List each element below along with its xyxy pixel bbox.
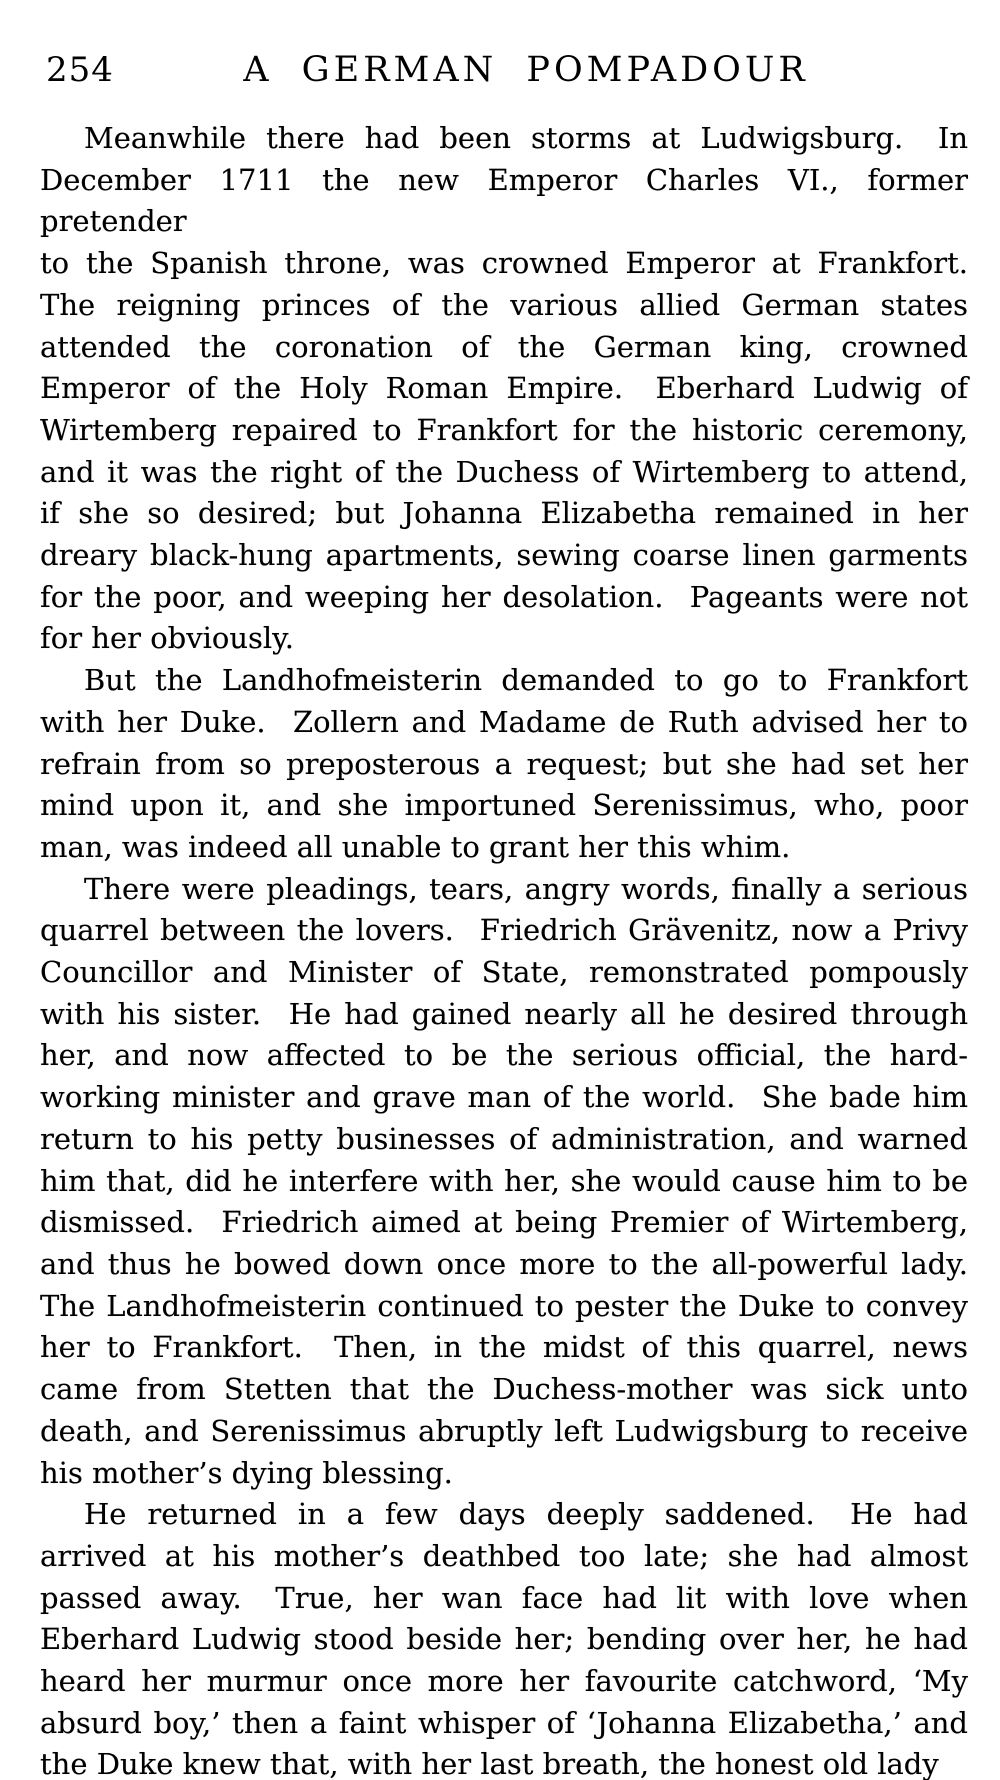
text-line: death, and Serenissimus abruptly left Ludwigsburg to receive <box>40 1413 968 1448</box>
page-header <box>40 50 968 98</box>
text-line: the Duke knew that, with her last breath, the honest old lady <box>40 1747 939 1780</box>
text-line: return to his petty businesses of administration, and warned <box>40 1121 968 1156</box>
text-line: arrived at his mother’s deathbed too late; she had almost <box>40 1538 968 1573</box>
text-line: heard her murmur once more her favourite catchword, ‘My <box>40 1664 968 1699</box>
text-line: dismissed. Friedrich aimed at being Premier of Wirtemberg, <box>40 1205 968 1240</box>
text-line: with her Duke. Zollern and Madame de Ruth advised her to <box>40 704 968 739</box>
text-line: her to Frankfort. Then, in the midst of this quarrel, news <box>40 1330 968 1365</box>
page-number: 254 <box>46 50 114 90</box>
text-line: came from Stetten that the Duchess-mother was sick unto <box>40 1372 968 1407</box>
text-line: him that, did he interfere with her, she would cause him to be <box>40 1163 968 1198</box>
text-line: for the poor, and weeping her desolation. Pageants were not <box>40 579 968 614</box>
text-line: The Landhofmeisterin continued to pester the Duke to convey <box>40 1288 968 1323</box>
text-line: absurd boy,’ then a faint whisper of ‘Johanna Elizabetha,’ and <box>40 1705 968 1740</box>
text-line: if she so desired; but Johanna Elizabetha remained in her <box>40 496 968 531</box>
text-line: man, was indeed all unable to grant her this whim. <box>40 829 791 864</box>
text-line: her, and now affected to be the serious official, the hard- <box>40 1038 968 1073</box>
text-line: dreary black-hung apartments, sewing coarse linen garments <box>40 538 968 573</box>
text-line: quarrel between the lovers. Friedrich Grävenitz, now a Privy <box>40 913 968 948</box>
text-line: refrain from so preposterous a request; but she had set her <box>40 746 968 781</box>
paragraph <box>40 1494 968 1780</box>
paragraph <box>40 869 968 1495</box>
text-line: December 1711 the new Emperor Charles VI., former pretender <box>40 162 968 239</box>
text-line: Emperor of the Holy Roman Empire. Eberhard Ludwig of <box>40 371 968 406</box>
text-line: mind upon it, and she importuned Serenissimus, who, poor <box>40 788 968 823</box>
text-line: and thus he bowed down once more to the all-powerful lady. <box>40 1246 968 1281</box>
text-line: Councillor and Minister of State, remonstrated pompously <box>40 955 968 990</box>
text-line: to the Spanish throne, was crowned Emperor at Frankfort. <box>40 246 968 281</box>
text-line: Meanwhile there had been storms at Ludwigsburg. In <box>84 121 968 155</box>
running-title: A GERMAN POMPADOUR <box>243 50 809 90</box>
text-line: his mother’s dying blessing. <box>40 1455 453 1490</box>
paragraph <box>40 660 968 869</box>
text-line: The reigning princes of the various allied German states <box>40 287 968 322</box>
text-line: with his sister. He had gained nearly all he desired through <box>40 996 968 1031</box>
text-line: and it was the right of the Duchess of Wirtemberg to attend, <box>40 454 968 489</box>
text-line: He returned in a few days deeply saddened. He had <box>84 1497 968 1532</box>
text-line: Eberhard Ludwig stood beside her; bending over her, he had <box>40 1622 968 1657</box>
page-body <box>40 118 968 1780</box>
text-line: for her obviously. <box>40 621 294 656</box>
text-line: There were pleadings, tears, angry words, finally a serious <box>84 871 968 906</box>
text-line: attended the coronation of the German king, crowned <box>40 329 968 364</box>
text-line: passed away. True, her wan face had lit with love when <box>40 1580 968 1615</box>
text-line: working minister and grave man of the world. She bade him <box>40 1080 968 1115</box>
paragraph <box>40 118 968 660</box>
text-line: Wirtemberg repaired to Frankfort for the historic ceremony, <box>40 412 968 447</box>
text-line: But the Landhofmeisterin demanded to go to Frankfort <box>84 663 968 698</box>
